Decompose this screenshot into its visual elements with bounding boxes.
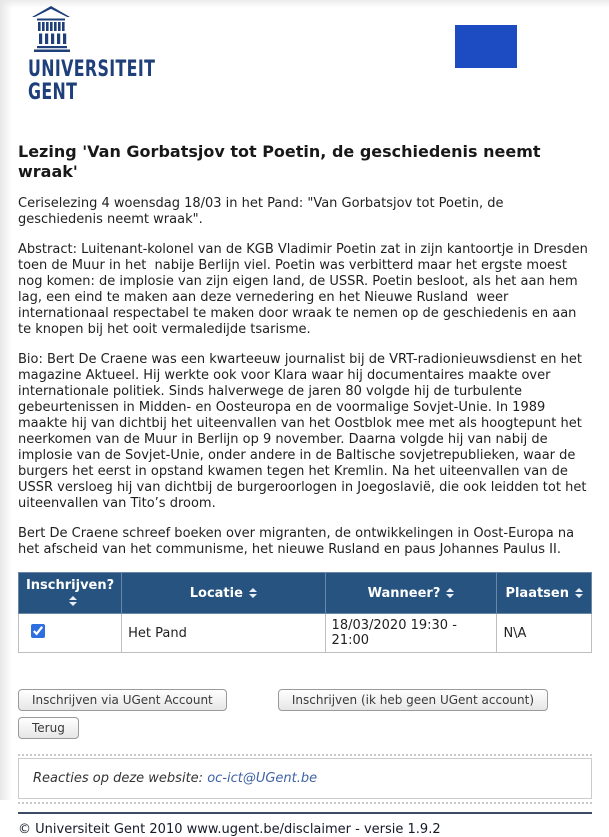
table-row [19, 614, 592, 653]
registration-table [18, 572, 592, 653]
inschrijven-checkbox[interactable] [31, 624, 45, 638]
page-footer [18, 812, 592, 837]
column-header-locatie[interactable] [122, 573, 325, 614]
abstract-paragraph: Abstract: Luitenant-kolonel van de KGB Vladimir Poetin zat in zijn kantoortje in Dresden toen de Muur in het nabije Berlijn viel. Poetin was verbitterd maar het ergste moest nog komen: de implosie van zijn eigen land, de USSR. Poetin besloot, als het aan hem lag, een eind te maken aan deze vernedering en het Nieuwe Rusland weer internationaal respectabel te maken door wraak te nemen op de geschiedenis en aan te knopen bij het ooit vermaledijde tsarisme. [18, 242, 592, 337]
sort-icon [446, 588, 454, 598]
dotted-divider [18, 802, 592, 804]
table-header-row [19, 573, 592, 614]
column-header-label: Locatie [189, 585, 243, 601]
footer-copyright: © Universiteit Gent 2010 www.ugent.be/disclaimer - versie 1.9.2 [18, 822, 441, 837]
subscribe-no-account-button[interactable]: Inschrijven (ik heb geen UGent account) [278, 689, 548, 711]
logo-line-universiteit: UNIVERSITEIT [28, 57, 156, 82]
feedback-email-link[interactable]: oc-ict@UGent.be [207, 771, 318, 786]
column-header-label: Inschrijven? [25, 578, 115, 593]
blue-banner-image [455, 25, 517, 68]
column-header-inschrijven[interactable] [19, 573, 122, 614]
back-button-row [18, 717, 592, 739]
column-header-label: Wanneer? [367, 585, 441, 601]
logo-line-gent: GENT [28, 80, 78, 105]
sort-icon [575, 588, 583, 598]
feedback-box [18, 758, 592, 799]
sort-icon [69, 596, 77, 606]
page-header [0, 0, 609, 142]
feedback-section [18, 754, 592, 804]
cell-inschrijven [19, 614, 122, 653]
main-content [0, 142, 609, 837]
page-title: Lezing 'Van Gorbatsjov tot Poetin, de geschiedenis neemt wraak' [18, 142, 541, 181]
back-button[interactable]: Terug [18, 717, 79, 739]
ugent-temple-icon [32, 6, 70, 52]
cell-locatie: Het Pand [122, 614, 325, 653]
cell-wanneer: 18/03/2020 19:30 - 21:00 [325, 614, 497, 653]
column-header-wanneer[interactable] [325, 573, 497, 614]
column-header-plaatsen[interactable] [497, 573, 592, 614]
feedback-label: Reacties op deze website: [33, 771, 208, 786]
column-header-label: Plaatsen [505, 585, 569, 601]
bio-paragraph: Bio: Bert De Craene was een kwarteeuw journalist bij de VRT-radionieuwsdienst en het magazine Aktueel. Hij werkte ook voor Klara waar hij documentaires maakte over internationale politiek. Sinds halverwege de jaren 80 volgde hij de turbulente gebeurtenissen in Midden- en Oosteuropa en de voormalige Sovjet-Unie. In 1989 maakte hij van dichtbij het uiteenvallen van het Oostblok mee met als hoogtepunt het neerkomen van de Muur in Berlijn op 9 november. Daarna volgde hij van nabij de implosie van de Sovjet-Unie, onder andere in de Baltische sovjetrepublieken, waar de burgers het eerst in opstand kwamen tegen het Kremlin. Na het uiteenvallen van de USSR versloeg hij van dichtbij de burgeroorlogen in Joegoslavië, die ook leidden tot het uiteenvallen van Tito’s droom. [18, 352, 591, 511]
button-row [18, 689, 592, 711]
logo-wordmark [28, 58, 446, 104]
intro-paragraph: Ceriselezing 4 woensdag 18/03 in het Pand: "Van Gorbatsjov tot Poetin, de geschiedenis neemt wraak". [18, 196, 508, 227]
books-paragraph: Bert De Craene schreef boeken over migranten, de ontwikkelingen in Oost-Europa na het afscheid van het communisme, het nieuwe Rusland en paus Johannes Paulus II. [18, 526, 579, 557]
sort-icon [249, 588, 257, 598]
cell-plaatsen: N\A [497, 614, 592, 653]
subscribe-ugent-button[interactable]: Inschrijven via UGent Account [18, 689, 227, 711]
